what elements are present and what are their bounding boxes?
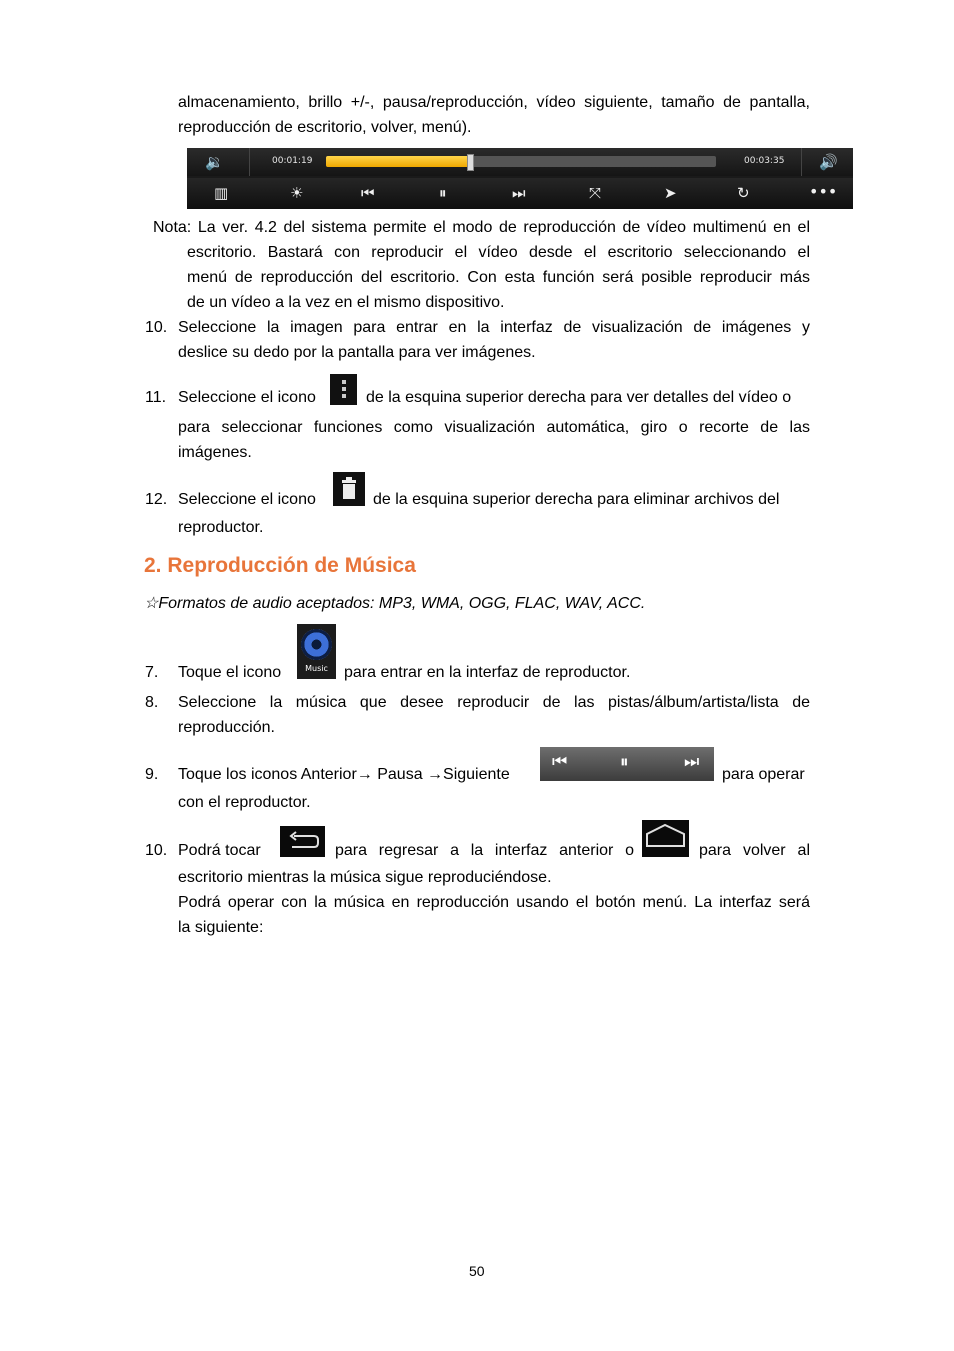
player-controls-image [540,747,714,781]
progress-fill [326,156,470,167]
pause-icon: ⏸ [439,184,447,202]
volume-down-icon: 🔉 [205,153,224,171]
intro-line-1: almacenamiento, brillo +/-, pausa/reproducción, vídeo siguiente, tamaño de pantalla, [178,94,810,111]
list-item-text: imágenes. [178,444,252,461]
section-heading: 2. Reproducción de Música [144,554,416,577]
back-icon [280,826,325,857]
list-item-text: para seleccionar funciones como visualización automática, giro o recorte de las [178,419,810,436]
list-item-text: Seleccione la música que desee reproducir de las pistas/álbum/artista/lista de [178,694,810,711]
time-elapsed: 00:01:19 [272,156,313,166]
note-line-3: menú de reproducción del escritorio. Con esta función será posible reproducir más [187,269,810,286]
previous-icon: ⏮ [361,184,375,202]
intro-line-2: reproducción de escritorio, volver, menú). [178,119,472,136]
list-item-text: escritorio mientras la música sigue reproduciéndose. [178,869,552,886]
list-item-text: de la esquina superior derecha para ver detalles del vídeo o [366,389,792,406]
menu-dots-icon: ••• [809,182,838,201]
next-icon: ⏭ [512,184,526,202]
time-total: 00:03:35 [744,156,785,166]
list-item-text: para regresar a la interfaz anterior o [335,842,634,859]
note-line-2: escritorio. Bastará con reproducir el vídeo desde el escritorio seleccionando el [187,244,810,261]
list-item-text: Seleccione la imagen para entrar en la interfaz de visualización de imágenes y [178,319,810,336]
pause-icon: ⏸ [620,752,629,772]
note-line-4: de un vídeo a la vez en el mismo dispositivo. [187,294,505,311]
list-number: 12. [145,491,168,508]
list-item-text: Podrá operar con la música en reproducción usando el botón menú. La interfaz será [178,894,810,911]
storage-icon: ▥ [214,184,229,202]
home-icon [642,820,689,857]
trash-icon [333,472,365,506]
audio-formats-note: ☆Formatos de audio aceptados: MP3, WMA, OGG, FLAC, WAV, ACC. [144,595,646,612]
list-item-text: para volver al [699,842,810,859]
list-number: 9. [145,766,159,783]
list-item-text: Podrá tocar [178,842,261,859]
list-item-text: Seleccione el icono [178,389,316,406]
progress-knob [467,154,474,171]
music-app-icon [297,624,336,679]
pointer-icon: ➤ [664,184,677,202]
list-item-text: para operar [722,766,805,783]
list-item-text: deslice su dedo por la pantalla para ver imágenes. [178,344,536,361]
volume-up-icon: 🔊 [819,153,838,171]
progress-bar [326,156,716,167]
list-item-text: Toque el icono [178,664,282,681]
list-number: 8. [145,694,159,711]
list-item-text: reproducción. [178,719,275,736]
list-number: 7. [145,664,159,681]
note-line-1: Nota: La ver. 4.2 del sistema permite el modo de reproducción de vídeo multimenú en el [153,219,810,236]
page-number: 50 [469,1263,485,1279]
list-item-text: la siguiente: [178,919,264,936]
list-item-text: reproductor. [178,519,264,536]
list-item-text: con el reproductor. [178,794,311,811]
music-icon-label: Music [305,664,328,673]
list-number: 10. [145,842,168,859]
list-number: 10. [145,319,168,336]
back-rotate-icon: ↻ [737,184,750,202]
brightness-icon: ☀ [290,184,304,202]
list-item-text: Toque los iconos Anterior→ Pausa →Siguiente [178,766,510,783]
fullscreen-icon: ⤧ [589,184,602,202]
list-item-text: de la esquina superior derecha para eliminar archivos del [373,491,780,508]
next-icon: ⏭ [684,752,700,772]
list-number: 11. [145,389,167,406]
list-item-text: para entrar en la interfaz de reproductor. [344,664,631,681]
overflow-menu-icon [330,374,357,405]
video-control-bar [187,148,853,209]
list-item-text: Seleccione el icono [178,491,316,508]
previous-icon: ⏮ [552,752,568,772]
